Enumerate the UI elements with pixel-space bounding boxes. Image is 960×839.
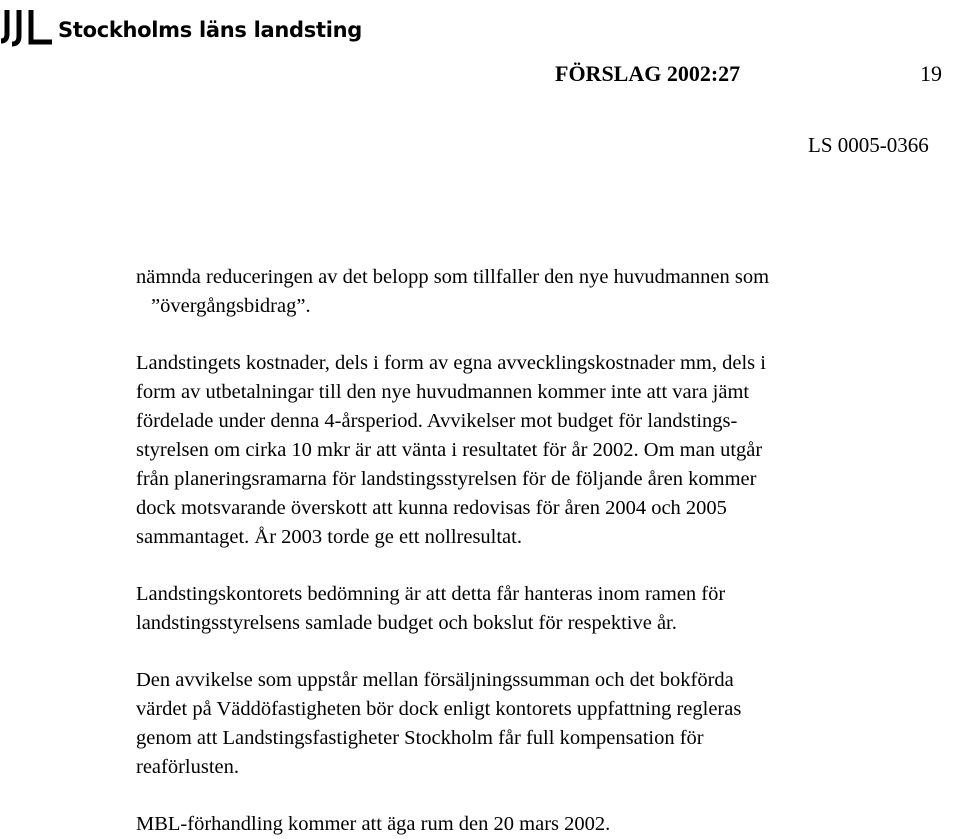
- text-line: reaförlusten.: [136, 756, 240, 778]
- paragraph-3: [136, 580, 876, 638]
- text-line: styrelsen om cirka 10 mkr är att vänta i resultatet för år 2002. Om man utgår: [136, 439, 763, 461]
- organization-name: Stockholms läns landsting: [58, 18, 362, 42]
- paragraph-5: [136, 810, 876, 839]
- paragraph-4: [136, 666, 876, 782]
- text-line: Landstingskontorets bedömning är att detta får hanteras inom ramen för: [136, 583, 726, 605]
- text-line: fördelade under denna 4-årsperiod. Avvikelser mot budget för landstings-: [136, 410, 738, 432]
- text-line: sammantaget. År 2003 torde ge ett nollresultat.: [136, 526, 522, 548]
- document-body: [136, 263, 876, 839]
- page-number: 19: [920, 61, 942, 86]
- document-title: FÖRSLAG 2002:27: [555, 61, 741, 86]
- text-line: nämnda reduceringen av det belopp som tillfaller den nye huvudmannen som: [136, 266, 770, 288]
- document-reference: LS 0005-0366: [808, 133, 929, 157]
- organization-logo: [0, 8, 362, 48]
- text-line: dock motsvarande överskott att kunna redovisas för åren 2004 och 2005: [136, 497, 727, 519]
- text-line: ”övergångsbidrag”.: [151, 295, 311, 317]
- text-line: MBL-förhandling kommer att äga rum den 20 mars 2002.: [136, 813, 611, 835]
- text-line: Landstingets kostnader, dels i form av egna avvecklingskostnader mm, dels i: [136, 352, 766, 374]
- text-line: landstingsstyrelsens samlade budget och bokslut för respektive år.: [136, 612, 677, 634]
- text-line: form av utbetalningar till den nye huvudmannen kommer inte att vara jämt: [136, 381, 750, 403]
- paragraph-1: [136, 263, 876, 321]
- paragraph-2: [136, 349, 876, 552]
- text-line: Den avvikelse som uppstår mellan försäljningssumman och det bokförda: [136, 669, 734, 691]
- sll-logo-mark-icon: [0, 8, 54, 48]
- text-line: från planeringsramarna för landstingsstyrelsen för de följande åren kommer: [136, 468, 757, 490]
- text-line: genom att Landstingsfastigheter Stockholm får full kompensation för: [136, 727, 704, 749]
- text-line: värdet på Väddöfastigheten bör dock enligt kontorets uppfattning regleras: [136, 698, 742, 720]
